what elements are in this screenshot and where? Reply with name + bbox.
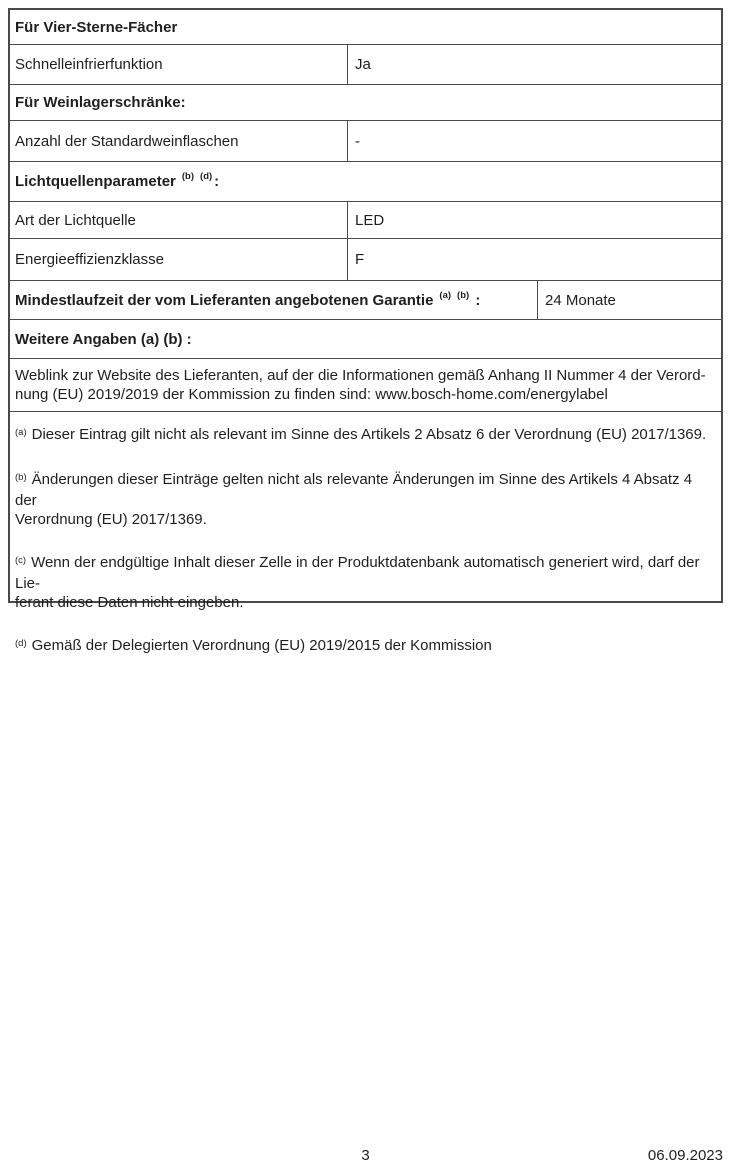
weblink-text-line-2: nung (EU) 2019/2019 der Kommission zu finden sind: www.bosch-home.com/energylabel xyxy=(15,386,608,403)
table-row-fast-freeze xyxy=(10,45,721,85)
table-row-guarantee-duration xyxy=(10,281,721,320)
row-value: 24 Monate xyxy=(545,291,616,309)
row-label-cell xyxy=(10,45,348,84)
footnote-d xyxy=(15,636,715,657)
row-label: Mindestlaufzeit der vom Lieferanten angebotenen Garantie xyxy=(15,291,434,309)
footnote-ref-b: (b) xyxy=(181,171,195,182)
row-value: F xyxy=(355,251,365,268)
section-heading xyxy=(10,320,721,358)
footnote-ref-a: (a) xyxy=(439,289,452,301)
row-label-cell xyxy=(10,121,348,161)
row-label-suffix: : xyxy=(475,291,481,309)
section-heading xyxy=(10,162,721,201)
row-value-cell xyxy=(348,121,721,161)
section-row-light-source-parameters xyxy=(10,162,721,202)
row-label-cell xyxy=(10,239,348,280)
table-row-light-source-type xyxy=(10,202,721,239)
table-row-wine-bottles xyxy=(10,121,721,162)
table-row-footnotes xyxy=(10,412,721,654)
section-heading xyxy=(10,10,721,44)
footnote-marker-d: (d) xyxy=(15,638,27,649)
footnote-text-b-line-1: Änderungen dieser Einträge gelten nicht als relevante Änderungen im Sinne des Artikels 4 Absatz 4 der xyxy=(15,471,693,509)
section-row-further-details xyxy=(10,320,721,359)
footnote-marker-c: (c) xyxy=(15,555,27,566)
section-row-four-star-compartments xyxy=(10,10,721,45)
footnotes-block xyxy=(10,412,721,654)
footnote-ref-d: (d) xyxy=(200,171,213,182)
row-value-cell xyxy=(538,281,721,319)
page-footer xyxy=(8,1147,723,1166)
section-label: Weitere Angaben (a) (b) : xyxy=(15,330,192,348)
row-value: LED xyxy=(355,211,385,229)
footnote-marker-a: (a) xyxy=(15,427,27,438)
footnote-a xyxy=(15,425,715,446)
row-label: Art der Lichtquelle xyxy=(15,211,136,229)
row-value: Ja xyxy=(355,56,371,73)
footnote-text-a: Dieser Eintrag gilt nicht als relevant im Sinne des Artikels 2 Absatz 6 der Verordnung (EU) 2017/1369. xyxy=(31,426,707,443)
table-row-energy-efficiency-class xyxy=(10,239,721,281)
section-label: Lichtquellenparameter xyxy=(15,173,176,190)
row-value: - xyxy=(355,132,360,150)
document-date: 06.09.2023 xyxy=(647,1147,723,1164)
footnote-c xyxy=(15,553,715,612)
footnote-b xyxy=(15,470,715,529)
footnote-text-c-line-1: Wenn der endgültige Inhalt dieser Zelle in der Produktdatenbank automatisch generiert wird, darf der Lie- xyxy=(15,554,700,592)
section-label-suffix: : xyxy=(214,173,220,190)
row-label: Anzahl der Standardweinflaschen xyxy=(15,132,239,150)
row-label-cell xyxy=(10,202,348,238)
weblink-paragraph xyxy=(10,359,721,411)
table-row-supplier-weblink xyxy=(10,359,721,412)
section-label: Für Vier-Sterne-Fächer xyxy=(15,18,178,36)
row-value-cell xyxy=(348,202,721,238)
row-label: Energieeffizienzklasse xyxy=(15,251,164,268)
footnote-text-c-line-2: ferant diese Daten nicht eingeben. xyxy=(15,594,244,611)
section-label: Für Weinlagerschränke: xyxy=(15,94,186,111)
footnote-marker-b: (b) xyxy=(15,472,27,483)
row-label: Schnelleinfrierfunktion xyxy=(15,56,163,73)
weblink-text-line-1: Weblink zur Website des Lieferanten, auf der die Informationen gemäß Anhang II Nummer 4 der Verord- xyxy=(15,367,706,384)
row-label-cell xyxy=(10,281,538,319)
row-value-cell xyxy=(348,45,721,84)
product-fiche-table xyxy=(8,8,723,654)
section-heading xyxy=(10,85,721,120)
page-number: 3 xyxy=(361,1147,370,1164)
section-row-wine-storage xyxy=(10,85,721,121)
footnote-ref-b: (b) xyxy=(457,289,470,301)
footnote-text-d: Gemäß der Delegierten Verordnung (EU) 2019/2015 der Kommission xyxy=(31,637,492,654)
footnote-text-b-line-2: Verordnung (EU) 2017/1369. xyxy=(15,511,207,528)
row-value-cell xyxy=(348,239,721,280)
